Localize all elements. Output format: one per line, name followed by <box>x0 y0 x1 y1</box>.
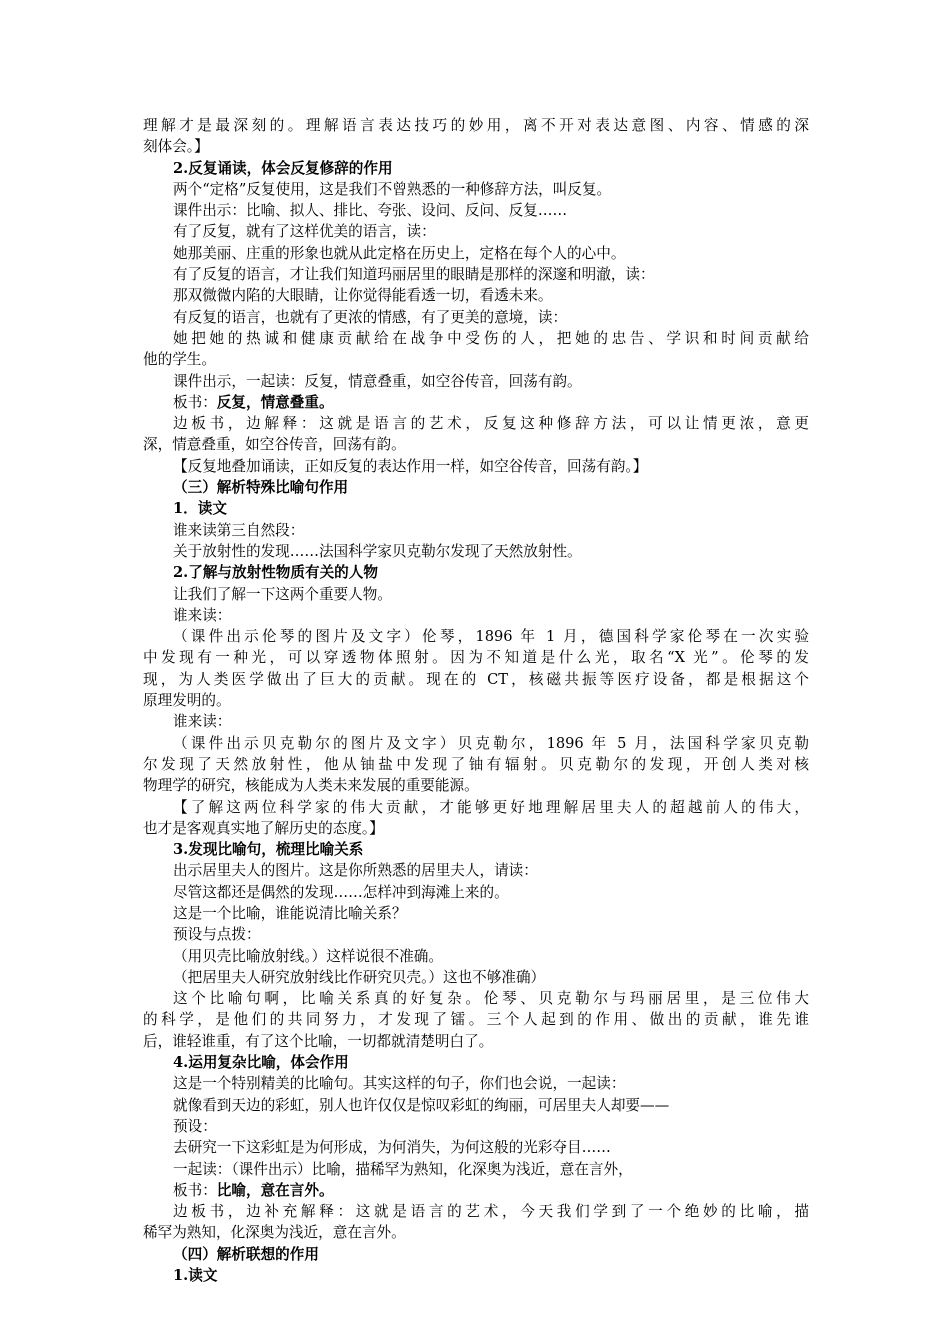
text-line: 物理学的研究，核能成为人类未来发展的重要能源。 <box>143 777 479 795</box>
text-line: 刻体会。】 <box>143 138 209 156</box>
text-line: 那双微微内陷的大眼睛，让你觉得能看透一切，看透未来。 <box>173 287 553 305</box>
text-line: 尽管这都还是偶然的发现……怎样冲到海滩上来的。 <box>173 883 509 901</box>
text-line: 也才是客观真实地了解历史的态度。】 <box>143 819 384 837</box>
section-heading: 1．读文 <box>173 500 227 518</box>
text-line: 谁来读： <box>173 606 232 624</box>
board-note-content: 反复，情意叠重。 <box>216 393 334 411</box>
text-line: 稀罕为熟知，化深奥为浅近，意在言外。 <box>143 1224 406 1242</box>
section-heading: 1.读文 <box>173 1267 218 1285</box>
section-heading: 3.发现比喻句，梳理比喻关系 <box>173 841 364 859</box>
text-line: 有反复的语言，也就有了更浓的情感，有了更美的意境，读： <box>173 308 568 326</box>
text-line: 关于放射性的发现……法国科学家贝克勒尔发现了天然放射性。 <box>173 542 582 560</box>
text-line: 预设： <box>173 1117 217 1135</box>
text-line: （用贝壳比喻放射线。）这样说很不准确。 <box>173 947 443 965</box>
section-heading: （四）解析联想的作用 <box>173 1245 319 1263</box>
text-line: 就像看到天边的彩虹，别人也许仅仅是惊叹彩虹的绚丽，可居里夫人却要—— <box>173 1096 670 1114</box>
text-line: 【反复地叠加诵读，正如反复的表达作用一样，如空谷传音，回荡有韵。】 <box>173 457 648 475</box>
text-line: 的科学，是他们的共同努力，才发现了镭。三个人起到的作用、做出的贡献，谁先谁 <box>143 1011 809 1029</box>
text-line: 预设与点拨： <box>173 926 261 944</box>
section-heading: 2.了解与放射性物质有关的人物 <box>173 564 378 582</box>
text-line: 她那美丽、庄重的形象也就从此定格在历史上，定格在每个人的心中。 <box>173 244 626 262</box>
text-line: 有了反复，就有了这样优美的语言，读： <box>173 223 436 241</box>
section-heading: （三）解析特殊比喻句作用 <box>173 479 349 497</box>
section-heading: 2.反复诵读，体会反复修辞的作用 <box>173 159 393 177</box>
text-line: 后，谁轻谁重，有了这个比喻，一切都就清楚明白了。 <box>143 1032 494 1050</box>
text-line: 出示居里夫人的图片。这是你所熟悉的居里夫人，请读： <box>173 862 538 880</box>
text-line: （课件出示伦琴的图片及文字）伦琴，1896 年 1 月，德国科学家伦琴在一次实验 <box>173 628 809 646</box>
text-line: 他的学生。 <box>143 351 216 369</box>
text-line: 现，为人类医学做出了巨大的贡献。现在的 CT，核磁共振等医疗设备，都是根据这个 <box>143 670 809 688</box>
text-line: 谁来读第三自然段： <box>173 521 305 539</box>
text-line: 边板书，边补充解释：这就是语言的艺术，今天我们学到了一个绝妙的比喻，描 <box>173 1203 809 1221</box>
board-note-line <box>143 392 809 413</box>
text-line: 深，情意叠重，如空谷传音，回荡有韵。 <box>143 436 406 454</box>
text-line: 课件出示：比喻、拟人、排比、夸张、设问、反问、反复…… <box>173 202 568 220</box>
text-line: 让我们了解一下这两个重要人物。 <box>173 585 392 603</box>
text-line: 这是一个特别精美的比喻句。其实这样的句子，你们也会说，一起读： <box>173 1075 626 1093</box>
board-note-line <box>143 1180 809 1201</box>
text-line: 一起读：（课件出示）比喻，描稀罕为熟知，化深奥为浅近，意在言外， <box>173 1160 633 1178</box>
section-heading: 4.运用复杂比喻，体会作用 <box>173 1054 349 1072</box>
text-line: 她把她的热诚和健康贡献给在战争中受伤的人，把她的忠告、学识和时间贡献给 <box>173 329 809 347</box>
text-line: 去研究一下这彩虹是为何形成，为何消失，为何这般的光彩夺目…… <box>173 1139 611 1157</box>
text-line: 课件出示，一起读：反复，情意叠重，如空谷传音，回荡有韵。 <box>173 372 582 390</box>
text-line: 边板书，边解释：这就是语言的艺术，反复这种修辞方法，可以让情更浓，意更 <box>173 415 809 433</box>
text-line: 这是一个比喻，谁能说清比喻关系？ <box>173 904 407 922</box>
board-note-content: 比喻，意在言外。 <box>216 1181 334 1199</box>
text-column <box>143 115 809 1286</box>
text-line: （把居里夫人研究放射线比作研究贝壳。）这也不够准确） <box>173 968 546 986</box>
text-line: 谁来读： <box>173 713 232 731</box>
text-line: （课件出示贝克勒尔的图片及文字）贝克勒尔，1896 年 5 月，法国科学家贝克勒 <box>173 734 809 752</box>
text-line: 原理发明的。 <box>143 692 231 710</box>
text-line: 中发现有一种光，可以穿透物体照射。因为不知道是什么光，取名“X 光”。伦琴的发 <box>143 649 809 667</box>
text-line: 理解才是最深刻的。理解语言表达技巧的妙用，离不开对表达意图、内容、情感的深 <box>143 117 809 134</box>
text-line: 尔发现了天然放射性，他从铀盐中发现了铀有辐射。贝克勒尔的发现，开创人类对核 <box>143 755 809 773</box>
text-line: 有了反复的语言，才让我们知道玛丽居里的眼睛是那样的深邃和明澈，读： <box>173 266 655 284</box>
text-line: 两个“定格”反复使用，这是我们不曾熟悉的一种修辞方法，叫反复。 <box>173 180 612 198</box>
text-line: 这个比喻句啊，比喻关系真的好复杂。伦琴、贝克勒尔与玛丽居里，是三位伟大 <box>173 990 809 1008</box>
board-note-prefix: 板书： <box>173 393 217 411</box>
board-note-prefix: 板书： <box>173 1181 217 1199</box>
text-line: 【了解这两位科学家的伟大贡献，才能够更好地理解居里夫人的超越前人的伟大， <box>173 798 809 816</box>
